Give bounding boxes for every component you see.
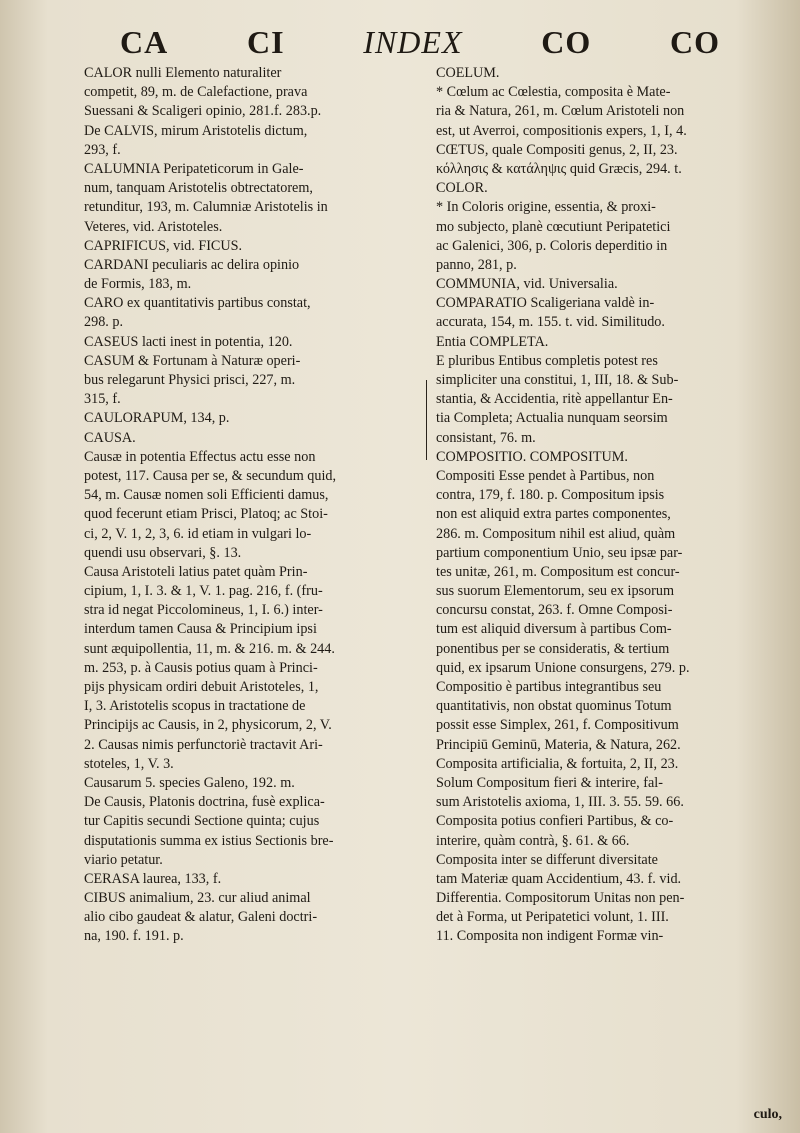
text-line: De CALVIS, mirum Aristotelis dictum, (84, 122, 308, 139)
header-right: CO (541, 23, 592, 60)
header-left2: CI (246, 23, 285, 60)
text-line: De Causis, Platonis doctrina, fusè explica- (84, 794, 325, 811)
text-line: CALOR nulli Elemento naturaliter (84, 65, 282, 81)
text-line: cipium, 1, I. 3. & 1, V. 1. pag. 216, f. (fru- (84, 583, 323, 600)
text-line: 293, f. (84, 141, 121, 158)
text-line: competit, 89, m. de Calefactione, prava (84, 84, 308, 101)
text-line: COMMUNIA, vid. Universalia. (436, 276, 618, 293)
header-right2: CO (669, 23, 720, 60)
text-line: CERASA laurea, 133, f. (84, 870, 222, 887)
text-line: 286. m. Compositum nihil est aliud, quàm (436, 525, 676, 542)
text-line: quantitativis, non obstat quominus Totum (436, 698, 672, 715)
text-line: alio cibo gaudeat & alatur, Galeni doctri- (84, 909, 318, 926)
text-line: retunditur, 193, m. Calumniæ Aristotelis in (84, 199, 328, 216)
text-line: CAPRIFICUS, vid. FICUS. (84, 237, 243, 254)
text-line: contra, 179, f. 180. p. Compositum ipsis (436, 487, 665, 504)
text-line: 298. p. (84, 314, 124, 331)
text-line: 11. Composita non indigent Formæ vin- (436, 928, 664, 945)
text-line: m. 253, p. à Causis potius quam à Princi- (84, 659, 318, 676)
text-line: CALUMNIA Peripateticorum in Gale- (84, 160, 304, 177)
text-line: tia Completa; Actualia nunquam seorsim (436, 410, 668, 427)
text-line: quod fecerunt etiam Prisci, Platoq; ac Stoi- (84, 506, 328, 523)
text-line: CIBUS animalium, 23. cur aliud animal (84, 890, 311, 907)
text-line: CAUSA. (84, 429, 136, 446)
text-line: partium componentium Unio, seu ipsæ par- (436, 544, 683, 561)
text-line: quendi usu observari, §. 13. (84, 544, 242, 561)
text-line: κόλλησις & κατάληψις quid Græcis, 294. t. (436, 160, 682, 177)
text-line: Composita artificialia, & fortuita, 2, II, 23. (436, 755, 679, 772)
text-line: bus relegarunt Physici prisci, 227, m. (84, 372, 296, 388)
text-line: viario petatur. (84, 851, 163, 868)
text-line: CASUM & Fortunam à Naturæ operi- (84, 352, 301, 369)
catchword: culo, (753, 1107, 782, 1122)
text-line: det à Forma, ut Peripatetici volunt, 1. III. (436, 909, 669, 926)
text-line: non est aliquid extra partes componentes, (436, 506, 671, 523)
text-line: Veteres, vid. Aristoteles. (84, 218, 223, 235)
text-line: Causæ in potentia Effectus actu esse non (84, 448, 316, 465)
text-line: ac Galenici, 306, p. Coloris deperditio in (436, 237, 668, 254)
text-line: sum Aristotelis axioma, 1, III. 3. 55. 59. 66. (436, 794, 684, 811)
text-line: 2. Causas nimis perfunctoriè tractavit Ari- (84, 736, 323, 753)
text-line: tur Capitis secundi Sectione quinta; cujus (84, 813, 320, 830)
text-line: consistant, 76. m. (436, 429, 536, 446)
text-line: COMPARATIO Scaligeriana valdè in- (436, 295, 655, 312)
text-line: num, tanquam Aristotelis obtrectatorem, (84, 180, 313, 197)
text-line: 54, m. Causæ nomen soli Efficienti damus, (84, 487, 329, 504)
header-center: INDEX (363, 23, 463, 60)
text-line: ponentibus per se consideratis, & tertium (436, 640, 670, 657)
left-column (84, 64, 420, 947)
text-line: Suessani & Scaligeri opinio, 281.f. 283.p. (84, 103, 322, 120)
right-column (436, 64, 780, 947)
text-line: CAULORAPUM, 134, p. (84, 410, 230, 427)
text-line: CARDANI peculiaris ac delira opinio (84, 256, 300, 273)
text-line: Causa Aristoteli latius patet quàm Prin- (84, 563, 308, 580)
page-header (120, 22, 720, 62)
column-rule (426, 380, 427, 460)
text-line: stoteles, 1, V. 3. (84, 755, 174, 772)
text-line: tes unitæ, 261, m. Compositum est concur- (436, 563, 680, 580)
text-line: concursu constat, 263. f. Omne Composi- (436, 602, 673, 619)
text-line: accurata, 154, m. 155. t. vid. Similitudo. (436, 314, 665, 331)
text-line: CARO ex quantitativis partibus constat, (84, 295, 311, 312)
text-line: potest, 117. Causa per se, & secundum quid, (84, 467, 337, 484)
text-line: E pluribus Entibus completis potest res (436, 352, 658, 369)
text-line: tam Materiæ quam Accidentium, 43. f. vid. (436, 870, 682, 887)
text-line: Principijs ac Causis, in 2, physicorum, 2, V. (84, 717, 332, 734)
text-line: Composita potius confieri Partibus, & co- (436, 813, 674, 830)
text-line: mo subjecto, planè cœcutiunt Peripatetici (436, 218, 671, 235)
text-line: Entia COMPLETA. (436, 333, 549, 350)
text-line: Compositio è partibus integrantibus seu (436, 679, 662, 695)
text-line: * In Coloris origine, essentia, & proxi- (436, 199, 656, 216)
text-line: * Cœlum ac Cœlestia, composita è Mate- (436, 84, 671, 101)
text-line: COELUM. (436, 65, 500, 81)
text-line: de Formis, 183, m. (84, 276, 192, 293)
text-line: Causarum 5. species Galeno, 192. m. (84, 774, 295, 791)
text-line: panno, 281, p. (436, 256, 517, 273)
text-line: stantia, & Accidentia, ritè appellantur En- (436, 391, 673, 408)
text-line: na, 190. f. 191. p. (84, 928, 184, 945)
header-left: CA (120, 23, 169, 60)
text-line: sunt æquipollentia, 11, m. & 216. m. & 244. (84, 640, 335, 657)
text-line: Differentia. Compositorum Unitas non pen- (436, 890, 685, 907)
text-line: est, ut Averroi, compositionis expers, 1, I, 4. (436, 122, 687, 139)
text-line: I, 3. Aristotelis scopus in tractatione de (84, 698, 306, 715)
text-line: pijs physicam ordiri debuit Aristoteles, 1, (84, 679, 319, 695)
text-line: interire, quàm contrà, §. 61. & 66. (436, 832, 630, 849)
text-line: stra id negat Piccolomineus, 1, I. 6.) inter- (84, 602, 323, 619)
text-line: CŒTUS, quale Compositi genus, 2, II, 23. (436, 141, 678, 158)
text-line: Solum Compositum fieri & interire, fal- (436, 774, 663, 791)
text-line: COLOR. (436, 180, 488, 197)
text-line: disputationis summa ex istius Sectionis bre- (84, 832, 334, 849)
text-line: COMPOSITIO. COMPOSITUM. (436, 448, 628, 465)
text-line: quid, ex ipsarum Unione consurgens, 279. p. (436, 659, 690, 676)
text-line: 315, f. (84, 391, 121, 408)
text-line: Principiū Geminū, Materia, & Natura, 262. (436, 736, 681, 753)
text-line: possit esse Simplex, 261, f. Compositivum (436, 717, 679, 734)
text-line: simpliciter una constitui, 1, III, 18. & Sub- (436, 372, 679, 388)
text-line: ci, 2, V. 1, 2, 3, 6. id etiam in vulgari lo- (84, 525, 312, 542)
text-line: tum est aliquid diversum à partibus Com- (436, 621, 672, 638)
text-line: ria & Natura, 261, m. Cœlum Aristoteli non (436, 103, 685, 120)
text-line: CASEUS lacti inest in potentia, 120. (84, 333, 293, 350)
text-line: sus suorum Elementorum, seu ex ipsorum (436, 583, 675, 600)
text-line: Composita inter se differunt diversitate (436, 851, 658, 868)
text-line: interdum tamen Causa & Principium ipsi (84, 621, 317, 638)
text-line: Compositi Esse pendet à Partibus, non (436, 467, 655, 484)
